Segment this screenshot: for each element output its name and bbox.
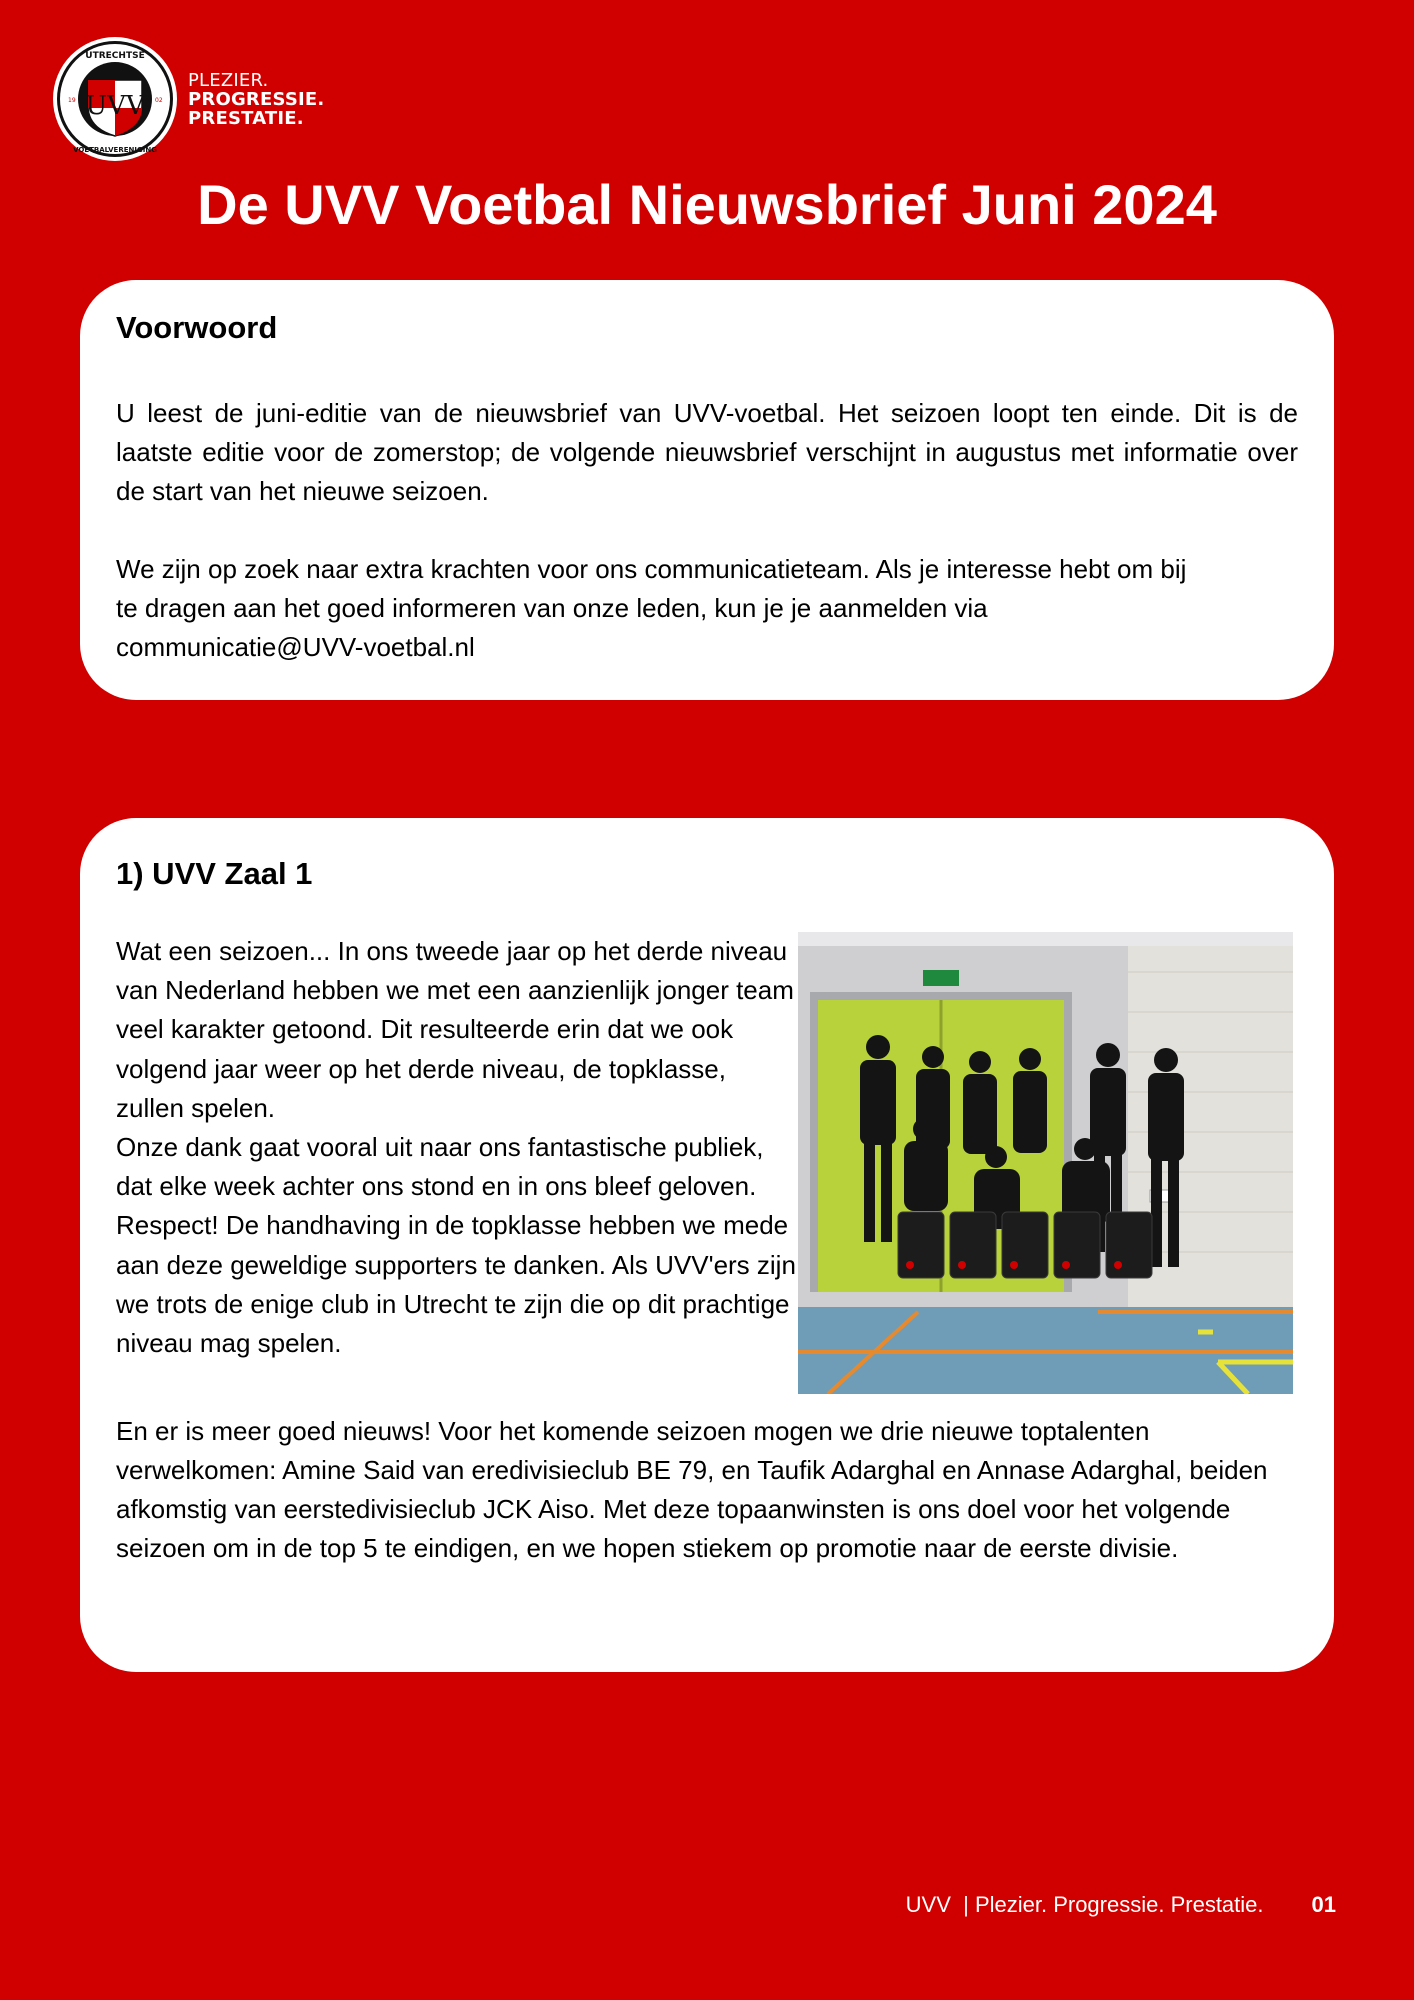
- voorwoord-paragraph-2: [116, 550, 1298, 667]
- page-number: 01: [1311, 1892, 1336, 1917]
- zaal1-paragraph-3: En er is meer goed nieuws! Voor het komende seizoen mogen we drie nieuwe toptalenten verwelkomen: Amine Said van eredivisieclub BE 79, en Taufik Adarghal en Annase Adarghal, beiden afkomstig van eerstedivisieclub JCK Aiso. Met deze topaanwinsten is ons doel voor het volgende seizoen om in de top 5 te eindigen, en we hopen stiekem op promotie naar de eerste divisie.: [116, 1416, 1268, 1563]
- voorwoord-card: [80, 280, 1334, 700]
- crest-year-left: 19: [68, 97, 76, 104]
- club-logo: [52, 36, 324, 162]
- uvv-crest-icon: [52, 36, 178, 162]
- page-title: De UVV Voetbal Nieuwsbrief Juni 2024: [197, 173, 1217, 236]
- communicatie-email-link[interactable]: communicatie@UVV-voetbal.nl: [116, 632, 475, 662]
- voorwoord-paragraph-2-line-2: te dragen aan het goed informeren van onze leden, kun je je aanmelden via: [116, 593, 988, 623]
- zaal1-paragraph-2: Onze dank gaat vooral uit naar ons fantastische publiek, dat elke week achter ons stond en in ons bleef geloven. Respect! De handhaving in de topklasse hebben we mede aan deze geweldige supporters te danken. Als UVV'ers zijn we trots de enige club in Utrecht te zijn die op dit prachtige niveau mag spelen.: [116, 1132, 796, 1359]
- crest-bottom-text: VOETBALVERENIGING: [73, 146, 157, 154]
- zaal1-card: [80, 818, 1334, 1672]
- tagline-line-1: PLEZIER.: [188, 69, 269, 91]
- team-photo: [798, 932, 1293, 1394]
- zaal1-heading: 1) UVV Zaal 1: [116, 856, 313, 891]
- tagline-line-3: PRESTATIE.: [188, 107, 304, 129]
- crest-center-text: UVV: [85, 91, 145, 121]
- zaal1-paragraph-1: Wat een seizoen... In ons tweede jaar op het derde niveau van Nederland hebben we met een aanzienlijk jonger team veel karakter getoond. Dit resulteerde erin dat we ook volgend jaar weer op het derde niveau, de topklasse, zullen spelen.: [116, 936, 794, 1123]
- voorwoord-paragraph-1: U leest de juni-editie van de nieuwsbrief van UVV-voetbal. Het seizoen loopt ten einde. Dit is de laatste editie voor de zomerstop; de volgende nieuwsbrief verschijnt in augustus met informatie over de start van het nieuwe seizoen.: [116, 398, 1298, 506]
- tagline: [188, 71, 324, 128]
- crest-top-text: UTRECHTSE: [85, 51, 145, 61]
- voorwoord-heading: Voorwoord: [116, 310, 278, 345]
- footer: [906, 1892, 1336, 1918]
- tagline-line-2: PROGRESSIE.: [188, 88, 325, 110]
- footer-text: UVV | Plezier. Progressie. Prestatie.: [905, 1892, 1264, 1917]
- voorwoord-paragraph-2-line-1: We zijn op zoek naar extra krachten voor ons communicatieteam. Als je interesse hebt om bij: [116, 554, 1187, 584]
- crest-year-right: 02: [155, 97, 163, 104]
